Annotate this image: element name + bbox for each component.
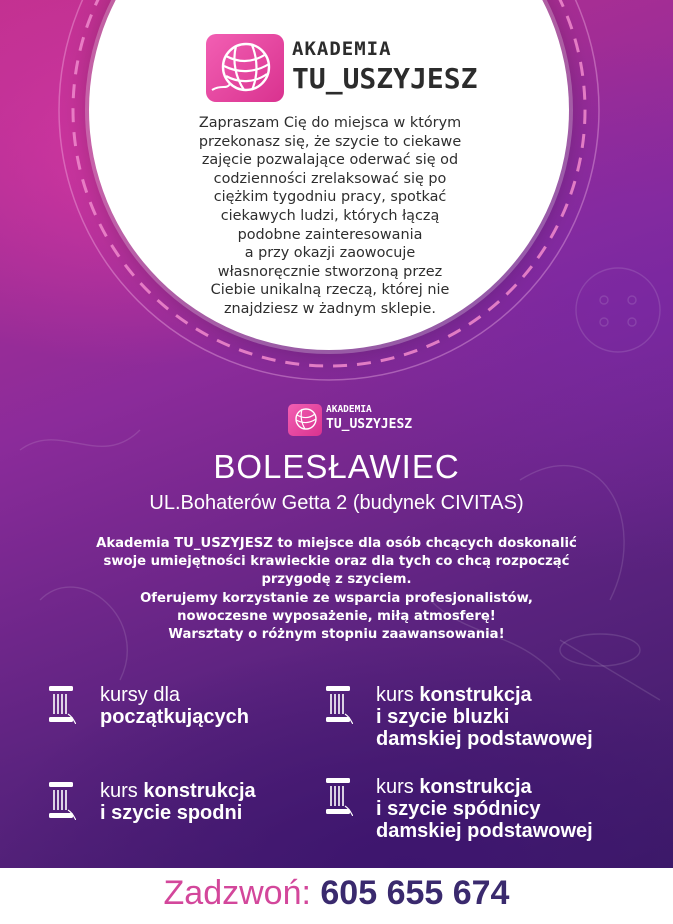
- thread-spool-icon: [46, 780, 76, 820]
- thread-spool-icon: [46, 684, 76, 724]
- footer-bar: [0, 868, 673, 924]
- course-beginners: [100, 684, 249, 728]
- course-title-bold: konstrukcja: [143, 780, 256, 802]
- thread-spool-icon: [323, 776, 353, 816]
- intro-line: przekonasz się, że szycie to ciekawe: [198, 133, 462, 150]
- intro-line: ciężkim tygodniu pracy, spotkać: [213, 189, 447, 206]
- brand-line1: AKADEMIA: [292, 38, 392, 60]
- course-title-line: początkujących: [100, 706, 249, 728]
- yarn-ball-icon: [288, 404, 322, 436]
- thread-spool-icon: [323, 684, 353, 724]
- description-line: Oferujemy korzystanie ze wsparcia profesjonalistów,: [140, 590, 533, 606]
- course-title-first: [376, 776, 593, 798]
- course-label: kurs: [376, 684, 414, 706]
- city-heading: BOLESŁAWIEC: [213, 448, 460, 485]
- course-title-first: [100, 780, 256, 802]
- course-label: kurs: [376, 776, 414, 798]
- course-title-line: i szycie spódnicy: [376, 798, 541, 820]
- course-title-line: damskiej podstawowej: [376, 728, 593, 750]
- course-trousers: [100, 780, 256, 824]
- description-line: Akademia TU_USZYJESZ to miejsce dla osób chcących doskonalić: [96, 536, 577, 551]
- intro-line: ciekawych ludzi, których łączą: [220, 207, 440, 224]
- brand-logo: [206, 34, 478, 108]
- course-title-bold: konstrukcja: [419, 684, 532, 706]
- course-title-bold: konstrukcja: [419, 776, 532, 798]
- course-skirt: [376, 776, 593, 842]
- brand-logo-small: [288, 404, 413, 442]
- yarn-ball-icon: [206, 34, 284, 102]
- intro-line: własnoręcznie stworzoną przez: [217, 263, 443, 280]
- intro-line: zajęcie pozwalające oderwać się od: [201, 152, 459, 169]
- call-to-action: [0, 874, 673, 913]
- course-title-line: i szycie bluzki: [376, 706, 510, 728]
- call-label: Zadzwoń:: [163, 874, 311, 912]
- description-line: przygodę z szyciem.: [261, 572, 412, 588]
- brand-line1-small: AKADEMIA: [326, 404, 372, 415]
- course-blouse: [376, 684, 593, 750]
- brand-line2: TU_USZYJESZ: [292, 62, 478, 95]
- intro-line: codzienności zrelaksować się po: [213, 170, 447, 187]
- intro-line: Zapraszam Cię do miejsca w którym: [198, 115, 462, 131]
- intro-line: a przy okazji zaowocuje: [244, 245, 416, 262]
- course-title-line: damskiej podstawowej: [376, 820, 593, 842]
- description-line: nowoczesne wyposażenie, miłą atmosferę!: [177, 608, 496, 624]
- intro-line: Ciebie unikalną rzeczą, której nie: [210, 282, 450, 299]
- phone-number[interactable]: 605 655 674: [320, 874, 510, 912]
- course-title-line: i szycie spodni: [100, 802, 243, 824]
- intro-text: [160, 114, 500, 319]
- description-text: [40, 535, 633, 644]
- course-label: kurs: [100, 780, 138, 802]
- address-text: UL.Bohaterów Getta 2 (budynek CIVITAS): [149, 492, 524, 514]
- course-label: kursy dla: [100, 684, 181, 706]
- brand-line2-small: TU_USZYJESZ: [326, 417, 413, 432]
- description-line: Warsztaty o różnym stopniu zaawansowania!: [168, 627, 505, 643]
- intro-line: podobne zainteresowania: [237, 226, 423, 243]
- description-line: swoje umiejętności krawieckie oraz dla tych co chcą rozpocząć: [103, 554, 570, 570]
- course-title-first: [376, 684, 593, 706]
- intro-line: znajdziesz w żadnym sklepie.: [224, 300, 436, 317]
